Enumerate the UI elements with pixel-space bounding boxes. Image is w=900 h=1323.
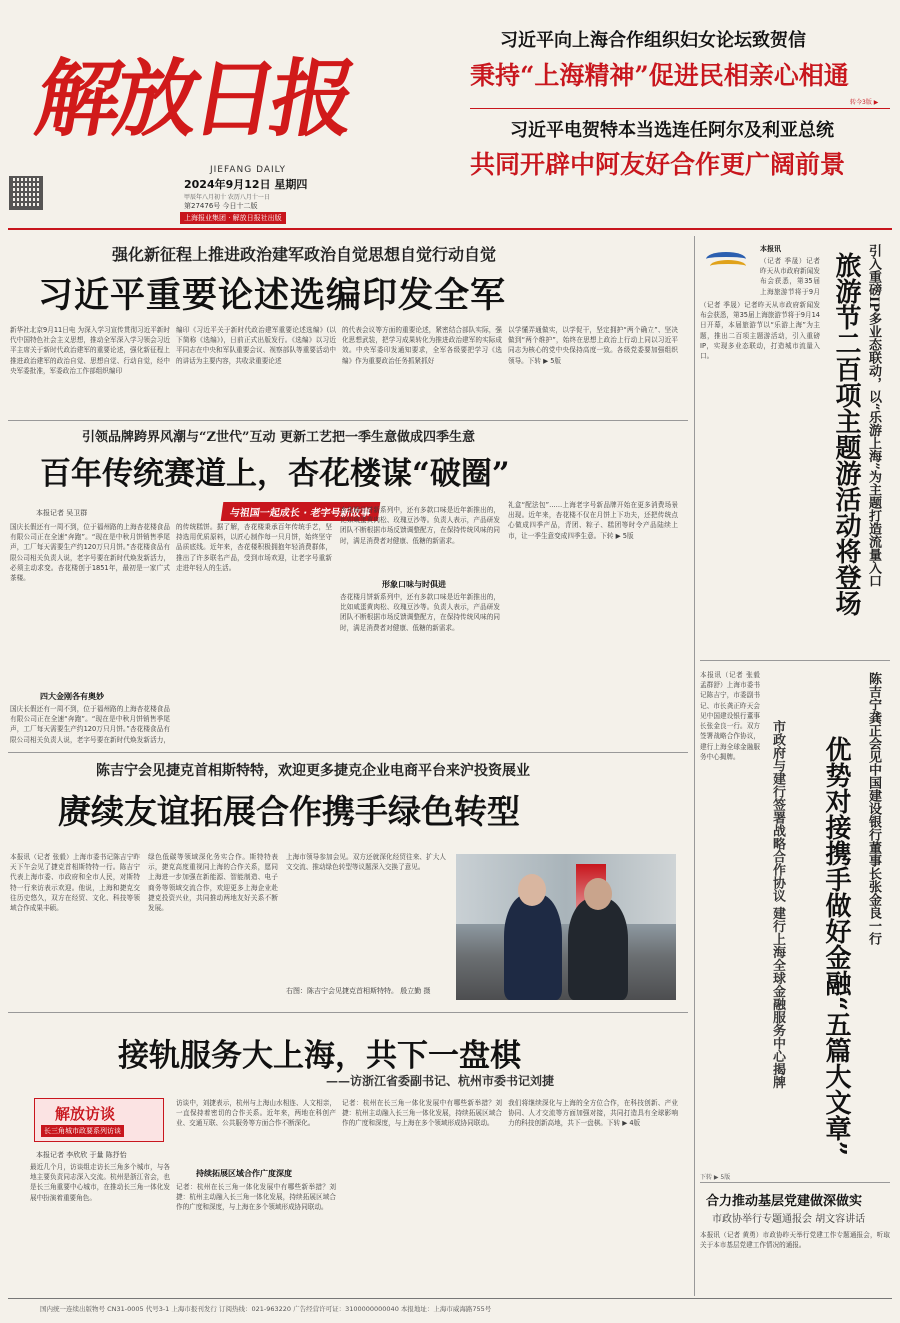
- lead-headline[interactable]: 习近平重要论述选编印发全军: [38, 275, 507, 316]
- story2-col-1b: 国庆长假还有一周不到，位于福州路的上海杏花楼食品有限公司正在全速“奔跑”。“现在是中秋月饼销售季尾声，工厂每天需要生产约120万只月饼。”杏花楼食品有限公司相关负责人说，老字号要在新时代焕发新活力，: [10, 705, 170, 744]
- story3-divider: [8, 1012, 688, 1013]
- brief-text: 本报讯（记者 黄勇）市政协昨天举行党建工作专题通报会，听取关于本市基层党建工作情况的通报。: [700, 1231, 890, 1250]
- story4-byline: 本报记者 李欣欣 于量 陈抒怡: [36, 1151, 127, 1159]
- right-story1-text-b: （记者 季晟）记者昨天从市政府新闻发布会获悉，第35届上海旅游节将于9月14日开幕，本届旅游节以“乐游上海”为主题，推出二百项主题游活动，引入重磅IP，实现多业态联动，打造城市流量入口。: [700, 301, 820, 361]
- interview-tag: [34, 1098, 164, 1142]
- top-kicker-1: 习近平向上海合作组织妇女论坛致贺信: [500, 30, 806, 51]
- story2-subhead-1: 四大金刚各有奥妙: [40, 692, 104, 701]
- right-story1-vtitle[interactable]: 旅游节二百项主题游活动将登场: [831, 252, 861, 616]
- tourism-festival-logo: [700, 244, 754, 284]
- story2-kicker: 引领品牌跨界风潮与“Z世代”互动 更新工艺把一季生意做成四季生意: [82, 430, 475, 445]
- right-col-divider: [694, 236, 695, 1296]
- story4-col-2a: 访谈中，刘捷表示，杭州与上海山水相连、人文相亲，一直保持着密切的合作关系。近年来，两地在科创产业、交通互联、公共服务等方面合作不断深化。: [176, 1099, 336, 1128]
- top-ref-1[interactable]: 转今3版 ▶: [850, 99, 879, 106]
- story4-col-4: 我们将继续深化与上海的全方位合作，在科技创新、产业协同、人才交流等方面加强对接，共同打造具有全球影响力的科技创新高地，共下一盘棋。下转 ▶ 4版: [508, 1099, 678, 1128]
- story3-col-3: 上海市领导参加会见。双方还就深化经贸往来、扩大人文交流、推动绿色转型等议题深入交换了意见。: [286, 853, 446, 872]
- story3-col-1: 本报讯（记者 张毅）上海市委书记陈吉宁昨天下午会见了捷克首相斯特特一行。陈吉宁代表上海市委、市政府和全市人民，对斯特特一行来访表示欢迎。他说，上海和捷克交往历史悠久，双方在经贸、文化、科技等领域合作成果丰硕。: [10, 853, 140, 913]
- lead-col-4: 以学懂弄通做实，以学促干，坚定拥护“两个确立”、坚决做到“两个维护”，始终在思想上政治上行动上同以习近平同志为核心的党中央保持高度一致。各级党委要加强组织领导。下转 ▶ 5版: [508, 326, 678, 365]
- story3-photo-caption: 右图：陈吉宁会见捷克首相斯特特。 殷立勤 摄: [286, 987, 431, 995]
- right-divider-1: [700, 660, 890, 661]
- right-divider-2: [700, 1182, 890, 1183]
- brief-headline[interactable]: 合力推动基层党建做深做实: [706, 1194, 863, 1209]
- top-kicker-2: 习近平电贺特本当选连任阿尔及利亚总统: [510, 120, 834, 141]
- story2-col-3a: 杏花楼月饼新系列中，还有多款口味是近年新推出的，比如咸蛋黄肉松、玫瑰豆沙等。负责人表示，产品研发团队不断根据市场反馈调整配方，在保持传统风味的同时，满足消费者对健康、低糖的新需求。: [340, 506, 500, 545]
- story4-col-3: 记者：杭州在长三角一体化发展中有哪些新举措？刘捷：杭州主动融入长三角一体化发展，持续拓展区域合作的广度和深度，与上海在多个领域形成协同联动。: [342, 1099, 502, 1128]
- story2-tag: 与祖国一起成长 · 老字号新故事: [221, 502, 380, 521]
- masthead-publisher: 上海报业集团 · 解放日报社出版: [180, 212, 286, 224]
- masthead-logo: 解放日报: [29, 49, 359, 148]
- right-story2-text: 本报讯（记者 张毅 孟群舒）上海市委书记陈吉宁，市委副书记、市长龚正昨天会见中国建设银行董事长张金良一行。双方签署战略合作协议，建行上海全球金融服务中心揭牌。: [700, 671, 760, 761]
- top-divider: [470, 108, 890, 109]
- story2-col-1: 国庆长假还有一周不到，位于福州路的上海杏花楼食品有限公司正在全速“奔跑”。“现在是中秋月饼销售季尾声，工厂每天需要生产约120万只月饼。”杏花楼食品有限公司相关负责人说，老字号要在新时代焕发新活力，必须主动求变。杏花楼创于1851年，最初是一家广式茶楼。: [10, 523, 170, 583]
- brief-sub: 市政协举行专题通报会 胡文容讲话: [712, 1214, 866, 1225]
- masthead-divider: [8, 228, 892, 230]
- right-story2-vtitle[interactable]: 优势对接携手做好金融“五篇大文章”: [821, 736, 851, 1156]
- lead-divider: [8, 420, 688, 421]
- story2-byline: 本报记者 吴卫群: [36, 509, 88, 517]
- right-story2-vkicker: 陈吉宁龚正会见中国建设银行董事长张金良一行: [866, 672, 881, 945]
- right-story2-vsub: 市政府与建行签署战略合作协议 建行上海全球金融服务中心揭牌: [770, 720, 785, 1089]
- masthead-date: 2024年9月12日 星期四: [184, 178, 308, 191]
- interview-tag-sub: 长三角城市政要系列访谈: [41, 1125, 124, 1137]
- story4-headline[interactable]: 接轨服务大上海，共下一盘棋: [118, 1038, 521, 1074]
- footer-rule: [8, 1298, 892, 1299]
- story4-col-2b: 记者：杭州在长三角一体化发展中有哪些新举措？刘捷：杭州主动融入长三角一体化发展，持续拓展区域合作的广度和深度，与上海在多个领域形成协同联动。: [176, 1183, 336, 1212]
- story2-col-4: 礼盒“配法包”……上海老字号新品牌开始在更多消费场景出现。近年来，杏花楼不仅在月饼上下功夫，还把传统点心做成四季产品，青团、粽子、糕团等时令产品陆续上市，让一季生意变成四季生意。下转 ▶ 5版: [508, 501, 678, 540]
- story4-col-1: 最近几个月，访谈组走访长三角多个城市，与各地主要负责同志深入交流。杭州是浙江省会，也是长三角重要中心城市，在推动长三角一体化发展中扮演着重要角色。: [30, 1163, 170, 1202]
- person-right: [568, 898, 628, 1000]
- story2-divider: [8, 752, 688, 753]
- qr-code: [9, 176, 43, 210]
- interview-tag-title: 解放访谈: [55, 1105, 116, 1123]
- story3-headline[interactable]: 赓续友谊拓展合作携手绿色转型: [58, 792, 520, 831]
- photo-backdrop: [456, 854, 676, 924]
- story2-col-3b: 杏花楼月饼新系列中，还有多款口味是近年新推出的，比如咸蛋黄肉松、玫瑰豆沙等。负责人表示，产品研发团队不断根据市场反馈调整配方，在保持传统风味的同时，满足消费者对健康、低糖的新需求。: [340, 593, 500, 632]
- lead-col-1: 新华社北京9月11日电 为深入学习宣传贯彻习近平新时代中国特色社会主义思想，推动全军深入学习领会习近平主席关于新时代政治建军的重要论述，强化新征程上推进政治建军的政治自觉、思想自觉、行动自觉，经中央军委批准，军委政治工作部组织编印: [10, 326, 170, 375]
- right-story1-text: （记者 季晟）记者昨天从市政府新闻发布会获悉，第35届上海旅游节将于9月: [760, 257, 820, 296]
- story3-col-2: 绿色低碳等领域深化务实合作。斯特特表示，捷克高度重视同上海的合作关系，愿同上海进一步加强在新能源、智能制造、电子商务等领域交流合作，欢迎更多上海企业赴捷克投资兴业，共同推动两地友好关系不断发展。: [148, 853, 278, 913]
- lead-col-2: 编印《习近平关于新时代政治建军重要论述选编》(以下简称《选编》)，日前正式出版发行。《选编》以习近平同志在中央和军队重要会议、视察部队等重要活动中的讲话为主要内容，共收录重要论述: [176, 326, 336, 365]
- person-left: [504, 894, 562, 1000]
- story2-headline[interactable]: 百年传统赛道上，杏花楼谋“破圈”: [40, 456, 510, 492]
- top-headline-2[interactable]: 共同开辟中阿友好合作更广阔前景: [470, 150, 846, 179]
- story2-col-2: 的传统糕饼。据了解，杏花楼秉承百年传统手艺，坚持选用优质原料，以匠心制作每一只月饼，始终坚守品质底线。近年来，杏花楼积极拥抱年轻消费群体，推出了许多联名产品，受到市场欢迎，让老字号重新走进年轻人的生活。: [176, 523, 332, 572]
- masthead-lunar: 甲辰年八月初十 农历八月十一日: [184, 194, 270, 201]
- person-right-head: [584, 878, 612, 910]
- story4-subtitle: ——访浙江省委副书记、杭州市委书记刘捷: [326, 1074, 555, 1088]
- right-story1-vkicker: 引入重磅IP多业态联动，以“乐游上海”为主题打造流量入口: [866, 244, 881, 587]
- person-left-head: [518, 874, 546, 906]
- story3-kicker: 陈吉宁会见捷克首相斯特特，欢迎更多捷克企业电商平台来沪投资展业: [96, 763, 530, 779]
- right-story1-label: 本报讯: [760, 245, 781, 253]
- story4-subhead: 持续拓展区域合作广度深度: [196, 1169, 292, 1178]
- lead-kicker: 强化新征程上推进政治建军政治自觉思想自觉行动自觉: [112, 245, 497, 264]
- footer-info: 国内统一连续出版物号 CN31-0005 代号3-1 上海市报刊发行 订阅热线：021-963220 广告经营许可证：3100000000040 本报地址：上海市威海路755号: [40, 1305, 492, 1313]
- right-story2-ref[interactable]: 下转 ▶ 5版: [700, 1174, 731, 1181]
- masthead-english: JIEFANG DAILY: [210, 165, 286, 175]
- logo-swoosh-gold: [710, 260, 746, 272]
- top-headline-1[interactable]: 秉持“上海精神”促进民相亲心相通: [470, 61, 849, 90]
- story2-subhead-2: 形象口味与时俱进: [382, 580, 446, 589]
- meeting-photo: [456, 854, 676, 1000]
- lead-col-3: 的代表会议等方面的重要论述，紧密结合部队实际，强化思想武装，把学习成果转化为推进政治建军的实际成效。中央军委印发通知要求，全军各级要把学习《选编》作为重要政治任务抓紧抓好: [342, 326, 502, 365]
- masthead-issue: 第27476号 今日十二版: [184, 202, 258, 210]
